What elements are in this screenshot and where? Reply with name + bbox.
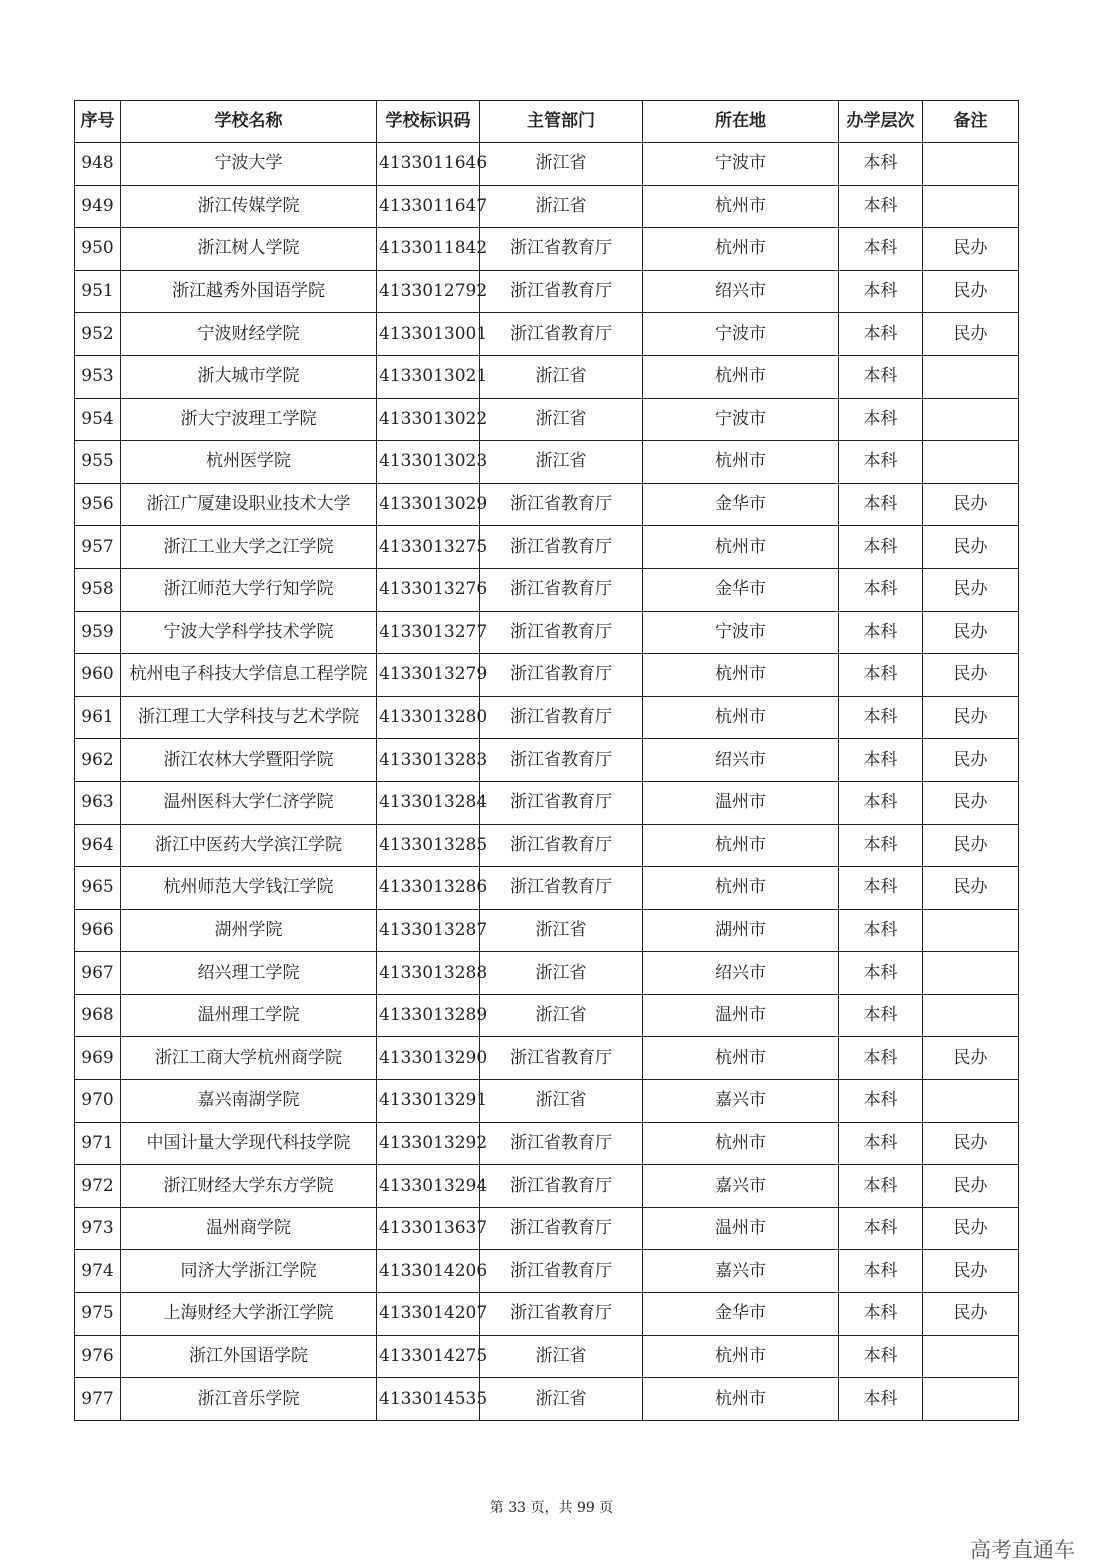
school-name-cell: 杭州电子科技大学信息工程学院 xyxy=(121,654,377,697)
location-cell: 嘉兴市 xyxy=(643,1165,839,1208)
remark-cell: 民办 xyxy=(923,313,1019,356)
school-code-cell: 4133013291 xyxy=(377,1080,480,1123)
authority-cell: 浙江省 xyxy=(480,185,643,228)
remark-cell: 民办 xyxy=(923,270,1019,313)
table-row xyxy=(75,654,1019,697)
remark-cell: 民办 xyxy=(923,654,1019,697)
index-cell: 974 xyxy=(75,1250,121,1293)
school-code-cell: 4133013290 xyxy=(377,1037,480,1080)
remark-cell: 民办 xyxy=(923,483,1019,526)
index-cell: 953 xyxy=(75,355,121,398)
location-cell: 杭州市 xyxy=(643,526,839,569)
table-row xyxy=(75,1080,1019,1123)
remark-cell xyxy=(923,441,1019,484)
authority-cell: 浙江省 xyxy=(480,355,643,398)
table-row xyxy=(75,441,1019,484)
school-code-cell: 4133014275 xyxy=(377,1335,480,1378)
school-name-cell: 宁波大学 xyxy=(121,143,377,186)
school-code-cell: 4133014207 xyxy=(377,1293,480,1336)
remark-cell xyxy=(923,355,1019,398)
index-cell: 972 xyxy=(75,1165,121,1208)
level-cell: 本科 xyxy=(839,654,923,697)
remark-cell xyxy=(923,909,1019,952)
remark-cell: 民办 xyxy=(923,1037,1019,1080)
school-name-cell: 浙江财经大学东方学院 xyxy=(121,1165,377,1208)
table-body xyxy=(75,143,1019,1421)
level-cell: 本科 xyxy=(839,526,923,569)
location-cell: 温州市 xyxy=(643,781,839,824)
authority-cell: 浙江省 xyxy=(480,909,643,952)
location-cell: 绍兴市 xyxy=(643,952,839,995)
level-cell: 本科 xyxy=(839,483,923,526)
location-cell: 宁波市 xyxy=(643,313,839,356)
school-code-cell: 4133013285 xyxy=(377,824,480,867)
remark-cell: 民办 xyxy=(923,696,1019,739)
school-code-cell: 4133013637 xyxy=(377,1207,480,1250)
remark-cell xyxy=(923,952,1019,995)
index-cell: 967 xyxy=(75,952,121,995)
level-cell: 本科 xyxy=(839,824,923,867)
school-code-cell: 4133011842 xyxy=(377,228,480,271)
school-name-cell: 浙江工业大学之江学院 xyxy=(121,526,377,569)
school-code-cell: 4133013001 xyxy=(377,313,480,356)
authority-cell: 浙江省 xyxy=(480,1335,643,1378)
table-row xyxy=(75,909,1019,952)
authority-cell: 浙江省教育厅 xyxy=(480,228,643,271)
level-cell: 本科 xyxy=(839,611,923,654)
authority-cell: 浙江省教育厅 xyxy=(480,313,643,356)
authority-cell: 浙江省教育厅 xyxy=(480,270,643,313)
school-name-cell: 浙江工商大学杭州商学院 xyxy=(121,1037,377,1080)
school-name-cell: 上海财经大学浙江学院 xyxy=(121,1293,377,1336)
location-cell: 杭州市 xyxy=(643,1037,839,1080)
table-header xyxy=(75,101,1019,143)
level-cell: 本科 xyxy=(839,185,923,228)
table-row xyxy=(75,1207,1019,1250)
school-code-cell: 4133013288 xyxy=(377,952,480,995)
school-code-cell: 4133013022 xyxy=(377,398,480,441)
school-code-cell: 4133013279 xyxy=(377,654,480,697)
table-row xyxy=(75,185,1019,228)
authority-cell: 浙江省教育厅 xyxy=(480,824,643,867)
authority-cell: 浙江省教育厅 xyxy=(480,611,643,654)
location-cell: 杭州市 xyxy=(643,185,839,228)
location-cell: 杭州市 xyxy=(643,1122,839,1165)
school-code-cell: 4133013294 xyxy=(377,1165,480,1208)
header-remark: 备注 xyxy=(923,101,1019,143)
table-row xyxy=(75,483,1019,526)
remark-cell xyxy=(923,1378,1019,1421)
level-cell: 本科 xyxy=(839,1293,923,1336)
location-cell: 杭州市 xyxy=(643,355,839,398)
remark-cell: 民办 xyxy=(923,739,1019,782)
index-cell: 963 xyxy=(75,781,121,824)
school-name-cell: 浙江越秀外国语学院 xyxy=(121,270,377,313)
authority-cell: 浙江省教育厅 xyxy=(480,1207,643,1250)
location-cell: 金华市 xyxy=(643,483,839,526)
school-name-cell: 杭州医学院 xyxy=(121,441,377,484)
index-cell: 958 xyxy=(75,568,121,611)
level-cell: 本科 xyxy=(839,355,923,398)
school-code-cell: 4133013292 xyxy=(377,1122,480,1165)
authority-cell: 浙江省教育厅 xyxy=(480,1037,643,1080)
authority-cell: 浙江省教育厅 xyxy=(480,568,643,611)
index-cell: 960 xyxy=(75,654,121,697)
school-code-cell: 4133013021 xyxy=(377,355,480,398)
authority-cell: 浙江省教育厅 xyxy=(480,696,643,739)
index-cell: 973 xyxy=(75,1207,121,1250)
table-row xyxy=(75,696,1019,739)
location-cell: 嘉兴市 xyxy=(643,1080,839,1123)
index-cell: 968 xyxy=(75,994,121,1037)
school-code-cell: 4133013277 xyxy=(377,611,480,654)
school-code-cell: 4133011646 xyxy=(377,143,480,186)
school-name-cell: 嘉兴南湖学院 xyxy=(121,1080,377,1123)
school-name-cell: 浙江音乐学院 xyxy=(121,1378,377,1421)
authority-cell: 浙江省 xyxy=(480,1080,643,1123)
school-name-cell: 绍兴理工学院 xyxy=(121,952,377,995)
level-cell: 本科 xyxy=(839,909,923,952)
level-cell: 本科 xyxy=(839,228,923,271)
authority-cell: 浙江省教育厅 xyxy=(480,1250,643,1293)
table-row xyxy=(75,1165,1019,1208)
school-name-cell: 浙江广厦建设职业技术大学 xyxy=(121,483,377,526)
location-cell: 杭州市 xyxy=(643,696,839,739)
table-row xyxy=(75,228,1019,271)
authority-cell: 浙江省教育厅 xyxy=(480,739,643,782)
school-name-cell: 宁波大学科学技术学院 xyxy=(121,611,377,654)
level-cell: 本科 xyxy=(839,1378,923,1421)
index-cell: 962 xyxy=(75,739,121,782)
school-code-cell: 4133013289 xyxy=(377,994,480,1037)
table-row xyxy=(75,1037,1019,1080)
level-cell: 本科 xyxy=(839,781,923,824)
index-cell: 948 xyxy=(75,143,121,186)
table-row xyxy=(75,867,1019,910)
index-cell: 949 xyxy=(75,185,121,228)
school-code-cell: 4133013280 xyxy=(377,696,480,739)
authority-cell: 浙江省教育厅 xyxy=(480,654,643,697)
school-name-cell: 浙大宁波理工学院 xyxy=(121,398,377,441)
table-row xyxy=(75,1122,1019,1165)
remark-cell: 民办 xyxy=(923,781,1019,824)
school-name-cell: 浙江传媒学院 xyxy=(121,185,377,228)
school-name-cell: 浙江外国语学院 xyxy=(121,1335,377,1378)
header-school-code: 学校标识码 xyxy=(377,101,480,143)
header-school-name: 学校名称 xyxy=(121,101,377,143)
table-row xyxy=(75,994,1019,1037)
table-row xyxy=(75,313,1019,356)
level-cell: 本科 xyxy=(839,739,923,782)
table-row xyxy=(75,1335,1019,1378)
location-cell: 嘉兴市 xyxy=(643,1250,839,1293)
index-cell: 971 xyxy=(75,1122,121,1165)
level-cell: 本科 xyxy=(839,1037,923,1080)
school-name-cell: 中国计量大学现代科技学院 xyxy=(121,1122,377,1165)
remark-cell xyxy=(923,994,1019,1037)
remark-cell: 民办 xyxy=(923,1122,1019,1165)
index-cell: 969 xyxy=(75,1037,121,1080)
location-cell: 杭州市 xyxy=(643,1335,839,1378)
table-row xyxy=(75,781,1019,824)
table-row xyxy=(75,1378,1019,1421)
remark-cell xyxy=(923,185,1019,228)
school-code-cell: 4133013287 xyxy=(377,909,480,952)
level-cell: 本科 xyxy=(839,313,923,356)
header-authority: 主管部门 xyxy=(480,101,643,143)
index-cell: 970 xyxy=(75,1080,121,1123)
school-code-cell: 4133013029 xyxy=(377,483,480,526)
remark-cell: 民办 xyxy=(923,228,1019,271)
school-name-cell: 温州医科大学仁济学院 xyxy=(121,781,377,824)
school-name-cell: 温州商学院 xyxy=(121,1207,377,1250)
table-row xyxy=(75,526,1019,569)
index-cell: 964 xyxy=(75,824,121,867)
authority-cell: 浙江省 xyxy=(480,952,643,995)
authority-cell: 浙江省 xyxy=(480,441,643,484)
index-cell: 961 xyxy=(75,696,121,739)
remark-cell xyxy=(923,1080,1019,1123)
authority-cell: 浙江省 xyxy=(480,1378,643,1421)
authority-cell: 浙江省教育厅 xyxy=(480,781,643,824)
index-cell: 955 xyxy=(75,441,121,484)
index-cell: 951 xyxy=(75,270,121,313)
remark-cell: 民办 xyxy=(923,824,1019,867)
authority-cell: 浙江省 xyxy=(480,398,643,441)
level-cell: 本科 xyxy=(839,1250,923,1293)
location-cell: 杭州市 xyxy=(643,654,839,697)
location-cell: 杭州市 xyxy=(643,1378,839,1421)
location-cell: 温州市 xyxy=(643,994,839,1037)
page-number: 第 33 页，共 99 页 xyxy=(489,1500,614,1516)
table-row xyxy=(75,143,1019,186)
location-cell: 宁波市 xyxy=(643,398,839,441)
index-cell: 954 xyxy=(75,398,121,441)
authority-cell: 浙江省教育厅 xyxy=(480,483,643,526)
index-cell: 965 xyxy=(75,867,121,910)
remark-cell: 民办 xyxy=(923,526,1019,569)
level-cell: 本科 xyxy=(839,994,923,1037)
authority-cell: 浙江省教育厅 xyxy=(480,1122,643,1165)
level-cell: 本科 xyxy=(839,1335,923,1378)
table-row xyxy=(75,952,1019,995)
header-location: 所在地 xyxy=(643,101,839,143)
table-row xyxy=(75,739,1019,782)
table-row xyxy=(75,270,1019,313)
level-cell: 本科 xyxy=(839,1080,923,1123)
remark-cell: 民办 xyxy=(923,568,1019,611)
table-row xyxy=(75,355,1019,398)
table-row xyxy=(75,568,1019,611)
school-code-cell: 4133013286 xyxy=(377,867,480,910)
location-cell: 杭州市 xyxy=(643,228,839,271)
remark-cell: 民办 xyxy=(923,1207,1019,1250)
location-cell: 杭州市 xyxy=(643,867,839,910)
school-code-cell: 4133013276 xyxy=(377,568,480,611)
school-name-cell: 同济大学浙江学院 xyxy=(121,1250,377,1293)
level-cell: 本科 xyxy=(839,1165,923,1208)
level-cell: 本科 xyxy=(839,867,923,910)
level-cell: 本科 xyxy=(839,1207,923,1250)
index-cell: 950 xyxy=(75,228,121,271)
level-cell: 本科 xyxy=(839,270,923,313)
authority-cell: 浙江省教育厅 xyxy=(480,1165,643,1208)
table-row xyxy=(75,1250,1019,1293)
index-cell: 959 xyxy=(75,611,121,654)
location-cell: 金华市 xyxy=(643,1293,839,1336)
remark-cell: 民办 xyxy=(923,1165,1019,1208)
remark-cell: 民办 xyxy=(923,611,1019,654)
school-name-cell: 浙江师范大学行知学院 xyxy=(121,568,377,611)
remark-cell xyxy=(923,398,1019,441)
authority-cell: 浙江省教育厅 xyxy=(480,867,643,910)
index-cell: 977 xyxy=(75,1378,121,1421)
school-name-cell: 湖州学院 xyxy=(121,909,377,952)
index-cell: 956 xyxy=(75,483,121,526)
remark-cell: 民办 xyxy=(923,1293,1019,1336)
header-row xyxy=(75,101,1019,143)
level-cell: 本科 xyxy=(839,952,923,995)
school-code-cell: 4133013283 xyxy=(377,739,480,782)
school-code-cell: 4133013275 xyxy=(377,526,480,569)
location-cell: 温州市 xyxy=(643,1207,839,1250)
location-cell: 金华市 xyxy=(643,568,839,611)
table-row xyxy=(75,1293,1019,1336)
level-cell: 本科 xyxy=(839,398,923,441)
school-name-cell: 温州理工学院 xyxy=(121,994,377,1037)
header-index: 序号 xyxy=(75,101,121,143)
level-cell: 本科 xyxy=(839,696,923,739)
school-name-cell: 浙江树人学院 xyxy=(121,228,377,271)
authority-cell: 浙江省教育厅 xyxy=(480,1293,643,1336)
school-name-cell: 浙江中医药大学滨江学院 xyxy=(121,824,377,867)
school-code-cell: 4133013284 xyxy=(377,781,480,824)
level-cell: 本科 xyxy=(839,441,923,484)
school-name-cell: 浙大城市学院 xyxy=(121,355,377,398)
school-list-table xyxy=(74,100,1019,1421)
table-row xyxy=(75,611,1019,654)
location-cell: 宁波市 xyxy=(643,611,839,654)
school-code-cell: 4133014206 xyxy=(377,1250,480,1293)
authority-cell: 浙江省教育厅 xyxy=(480,526,643,569)
remark-cell xyxy=(923,143,1019,186)
header-level: 办学层次 xyxy=(839,101,923,143)
location-cell: 湖州市 xyxy=(643,909,839,952)
index-cell: 966 xyxy=(75,909,121,952)
table-row xyxy=(75,824,1019,867)
remark-cell: 民办 xyxy=(923,867,1019,910)
index-cell: 952 xyxy=(75,313,121,356)
remark-cell xyxy=(923,1335,1019,1378)
location-cell: 绍兴市 xyxy=(643,270,839,313)
level-cell: 本科 xyxy=(839,568,923,611)
index-cell: 975 xyxy=(75,1293,121,1336)
authority-cell: 浙江省 xyxy=(480,143,643,186)
school-code-cell: 4133014535 xyxy=(377,1378,480,1421)
level-cell: 本科 xyxy=(839,143,923,186)
location-cell: 杭州市 xyxy=(643,824,839,867)
remark-cell: 民办 xyxy=(923,1250,1019,1293)
school-name-cell: 宁波财经学院 xyxy=(121,313,377,356)
school-code-cell: 4133011647 xyxy=(377,185,480,228)
index-cell: 957 xyxy=(75,526,121,569)
school-code-cell: 4133012792 xyxy=(377,270,480,313)
school-code-cell: 4133013023 xyxy=(377,441,480,484)
authority-cell: 浙江省 xyxy=(480,994,643,1037)
location-cell: 绍兴市 xyxy=(643,739,839,782)
index-cell: 976 xyxy=(75,1335,121,1378)
level-cell: 本科 xyxy=(839,1122,923,1165)
school-name-cell: 浙江理工大学科技与艺术学院 xyxy=(121,696,377,739)
school-name-cell: 杭州师范大学钱江学院 xyxy=(121,867,377,910)
table-row xyxy=(75,398,1019,441)
location-cell: 杭州市 xyxy=(643,441,839,484)
watermark-text: 高考直通车 xyxy=(970,1538,1075,1562)
school-name-cell: 浙江农林大学暨阳学院 xyxy=(121,739,377,782)
location-cell: 宁波市 xyxy=(643,143,839,186)
